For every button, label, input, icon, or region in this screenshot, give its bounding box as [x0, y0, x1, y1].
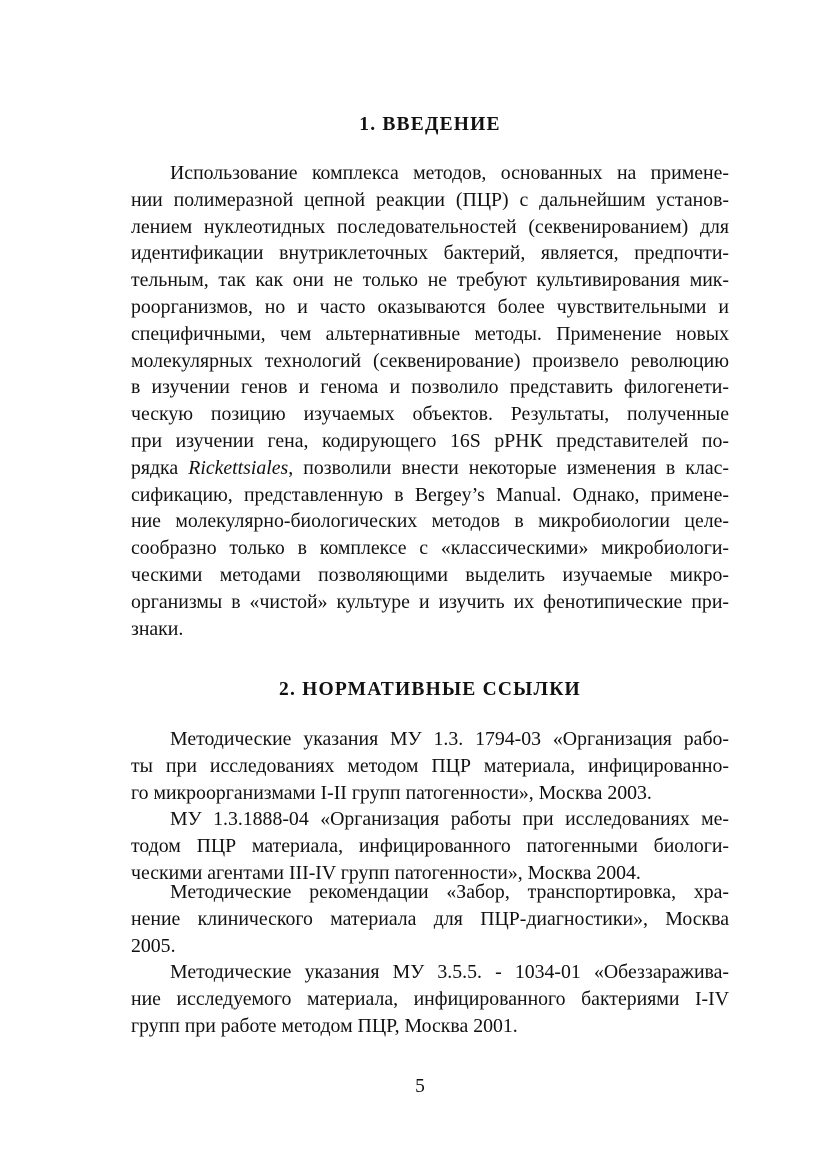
- paragraph-line: нии полимеразной цепной реакции (ПЦР) с дальнейшим установ-: [131, 188, 729, 211]
- paragraph-line: лением нуклеотидных последовательностей (секвенированием) для: [131, 215, 729, 238]
- reference-item: [131, 959, 729, 1039]
- section-heading-introduction: 1. ВВЕДЕНИЕ: [359, 114, 501, 135]
- paragraph-line-with-taxon: [131, 455, 729, 482]
- introduction-paragraph: [131, 160, 729, 642]
- line-suffix: , позволили внести некоторые изменения в клас-: [288, 456, 729, 479]
- reference-line: МУ 1.3.1888-04 «Организация работы при исследованиях ме-: [170, 808, 729, 830]
- paragraph-line: специфичными, чем альтернативные методы. Применение новых: [131, 322, 729, 345]
- taxon-name: Rickettsiales: [188, 456, 289, 479]
- reference-line: Методические указания МУ 1.3. 1794-03 «Организация рабо-: [170, 728, 729, 750]
- paragraph-line: тельным, так как они не только не требуют культивирования мик-: [131, 269, 729, 292]
- paragraph-line: сификацию, представленную в Bergey’s Manual. Однако, примене-: [131, 483, 729, 506]
- paragraph-line: при изучении гена, кодирующего 16S рРНК представителей по-: [131, 429, 729, 452]
- paragraph-line: идентификации внутриклеточных бактерий, является, предпочти-: [131, 242, 729, 265]
- reference-line: ты при исследованиях методом ПЦР материала, инфицированно-: [131, 754, 729, 777]
- section-heading-normative-references: 2. НОРМАТИВНЫЕ ССЫЛКИ: [279, 679, 581, 700]
- paragraph-line: сообразно только в комплексе с «классическими» микробиологи-: [131, 537, 729, 560]
- reference-line: ние исследуемого материала, инфицированного бактериями I-IV: [131, 987, 729, 1010]
- reference-line: тодом ПЦР материала, инфицированного патогенными биологи-: [131, 834, 729, 857]
- reference-line: 2005.: [131, 934, 176, 957]
- paragraph-line: в изучении генов и генома и позволило представить филогенети-: [131, 376, 729, 399]
- page-number: 5: [415, 1076, 425, 1097]
- reference-line: групп при работе методом ПЦР, Москва 2001.: [131, 1014, 518, 1037]
- reference-item: [131, 806, 729, 886]
- reference-line: Методические указания МУ 3.5.5. - 1034-01 «Обеззаражива-: [170, 961, 729, 983]
- paragraph-line: Использование комплекса методов, основанных на примене-: [170, 162, 729, 184]
- reference-item: [131, 726, 729, 806]
- reference-line: нение клинического материала для ПЦР-диагностики», Москва: [131, 907, 729, 930]
- paragraph-line: организмы в «чистой» культуре и изучить их фенотипические при-: [131, 590, 729, 613]
- paragraph-line: молекулярных технологий (секвенирование) произвело революцию: [131, 349, 729, 372]
- paragraph-line: роорганизмов, но и часто оказываются более чувствительными и: [131, 295, 729, 318]
- reference-item: [131, 879, 729, 959]
- reference-line: ческими агентами III-IV групп патогенности», Москва 2004.: [131, 861, 641, 884]
- paragraph-line: знаки.: [131, 617, 184, 640]
- reference-line: Методические рекомендации «Забор, транспортировка, хра-: [170, 881, 729, 903]
- paragraph-line: ческую позицию изучаемых объектов. Результаты, полученные: [131, 403, 729, 426]
- paragraph-line: ние молекулярно-биологических методов в микробиологии целе-: [131, 510, 729, 533]
- paragraph-line: ческими методами позволяющими выделить изучаемые микро-: [131, 563, 729, 586]
- line-prefix: рядка: [131, 456, 189, 479]
- reference-line: го микроорганизмами I-II групп патогенности», Москва 2003.: [131, 781, 652, 804]
